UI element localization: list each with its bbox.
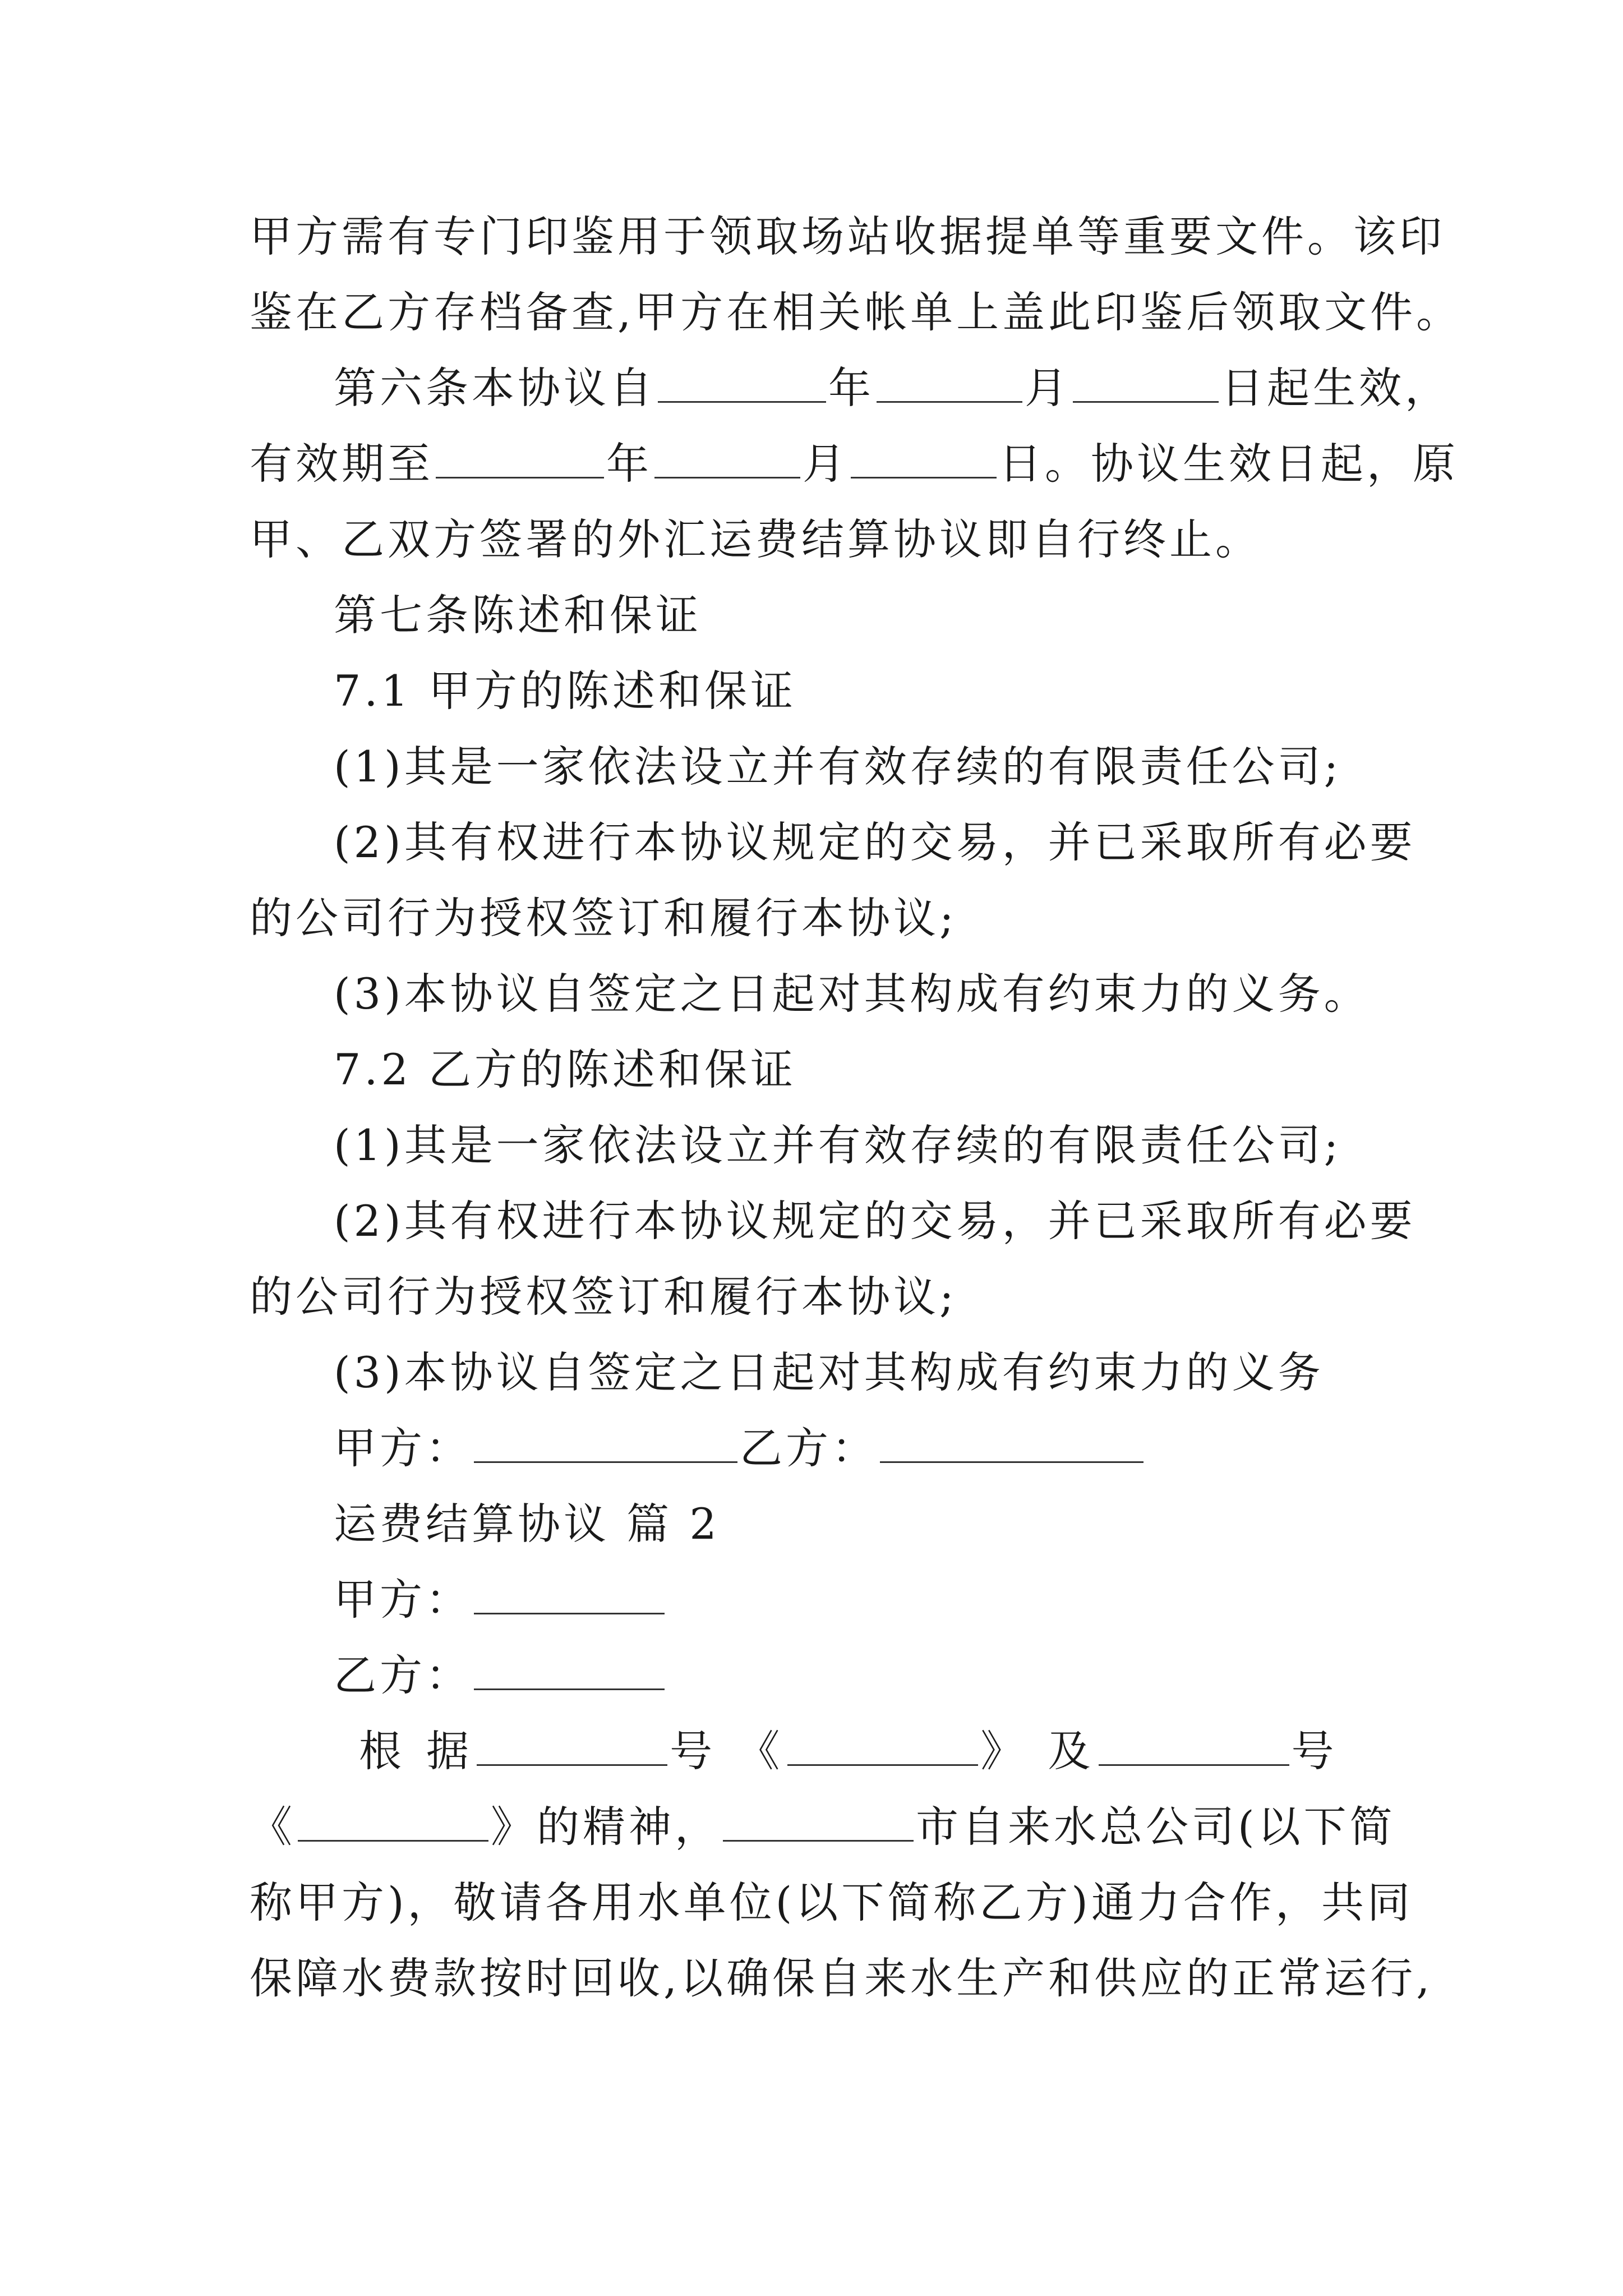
year-label: 年 xyxy=(828,363,874,413)
doc-title-blank-1 xyxy=(787,1727,978,1766)
end-year-label: 年 xyxy=(606,439,652,489)
and-label: 》 及 xyxy=(980,1726,1096,1776)
valid-until-label: 有效期至 xyxy=(250,439,434,489)
text-line-8: (1)其是一家依法设立并有效存续的有限责任公司; xyxy=(334,742,1342,792)
text-line-15: 的公司行为授权签订和履行本协议; xyxy=(250,1272,957,1322)
water-company-label: 市自来水总公司(以下简 xyxy=(916,1802,1396,1852)
text-line-22 xyxy=(250,1793,1396,1861)
doc-number-blank-2 xyxy=(1099,1727,1289,1766)
text-line-13: (1)其是一家依法设立并有效存续的有限责任公司; xyxy=(334,1120,1342,1170)
number-label-2: 号 xyxy=(1291,1726,1340,1776)
text-line-11: (3)本协议自签定之日起对其构成有约束力的义务。 xyxy=(334,969,1370,1019)
text-line-2: 鉴在乙方存档备查,甲方在相关帐单上盖此印鉴后领取文件。 xyxy=(250,287,1463,337)
month-blank xyxy=(877,364,1022,403)
party-b-blank-2 xyxy=(474,1651,665,1690)
party-a-label-2: 甲方： xyxy=(334,1575,472,1625)
end-day-blank xyxy=(851,440,997,478)
party-a-label: 甲方： xyxy=(334,1423,472,1473)
text-line-10: 的公司行为授权签订和履行本协议; xyxy=(250,893,957,943)
party-b-blank xyxy=(880,1424,1144,1463)
end-month-blank xyxy=(654,440,800,478)
section-7-2-heading: 7.2 乙方的陈述和保证 xyxy=(334,1045,797,1094)
city-blank xyxy=(723,1803,914,1842)
article7-heading: 第七条陈述和保证 xyxy=(334,590,702,640)
according-label: 根 据 xyxy=(359,1726,475,1776)
doc-title-blank-2 xyxy=(298,1803,488,1842)
end-month-label: 月 xyxy=(803,439,849,489)
article6-start: 第六条本协议自 xyxy=(334,363,656,413)
text-line-24: 保障水费款按时回收,以确保自来水生产和供应的正常运行, xyxy=(250,1953,1433,2003)
agreement-2-title: 运费结算协议 篇 2 xyxy=(334,1499,720,1549)
year-blank xyxy=(658,364,826,403)
text-line-5: 甲、乙双方签署的外汇运费结算协议即自行终止。 xyxy=(250,514,1261,564)
open-title-mark: 《 xyxy=(250,1802,296,1852)
party-a-blank-2 xyxy=(474,1576,665,1614)
party-b-label: 乙方： xyxy=(740,1423,878,1473)
number-title-label: 号 《 xyxy=(670,1726,786,1776)
text-line-4 xyxy=(250,430,1459,498)
end-year-blank xyxy=(436,440,604,478)
party-b-line xyxy=(334,1642,1467,1709)
text-line-16: (3)本协议自签定之日起对其构成有约束力的义务 xyxy=(334,1347,1324,1397)
text-line-23: 称甲方)，敬请各用水单位(以下简称乙方)通力合作，共同 xyxy=(250,1878,1413,1927)
text-line-1: 甲方需有专门印鉴用于领取场站收据提单等重要文件。该印 xyxy=(250,211,1445,261)
party-a-blank xyxy=(474,1424,737,1463)
text-line-14: (2)其有权进行本协议规定的交易，并已采取所有必要 xyxy=(334,1196,1416,1246)
doc-number-blank-1 xyxy=(477,1727,667,1766)
text-line-9: (2)其有权进行本协议规定的交易，并已采取所有必要 xyxy=(334,817,1416,867)
text-line-3 xyxy=(334,355,1467,422)
spirit-label: 》的精神， xyxy=(491,1802,721,1852)
end-day-label: 日。协议生效日起，原 xyxy=(999,439,1459,489)
section-7-1-heading: 7.1 甲方的陈述和保证 xyxy=(334,666,797,716)
month-label: 月 xyxy=(1025,363,1071,413)
day-blank xyxy=(1073,364,1219,403)
text-line-21 xyxy=(359,1718,1492,1785)
signature-line xyxy=(334,1415,1467,1482)
party-b-label-2: 乙方： xyxy=(334,1650,472,1700)
day-label: 日起生效， xyxy=(1221,363,1451,413)
party-a-line xyxy=(334,1566,1467,1634)
